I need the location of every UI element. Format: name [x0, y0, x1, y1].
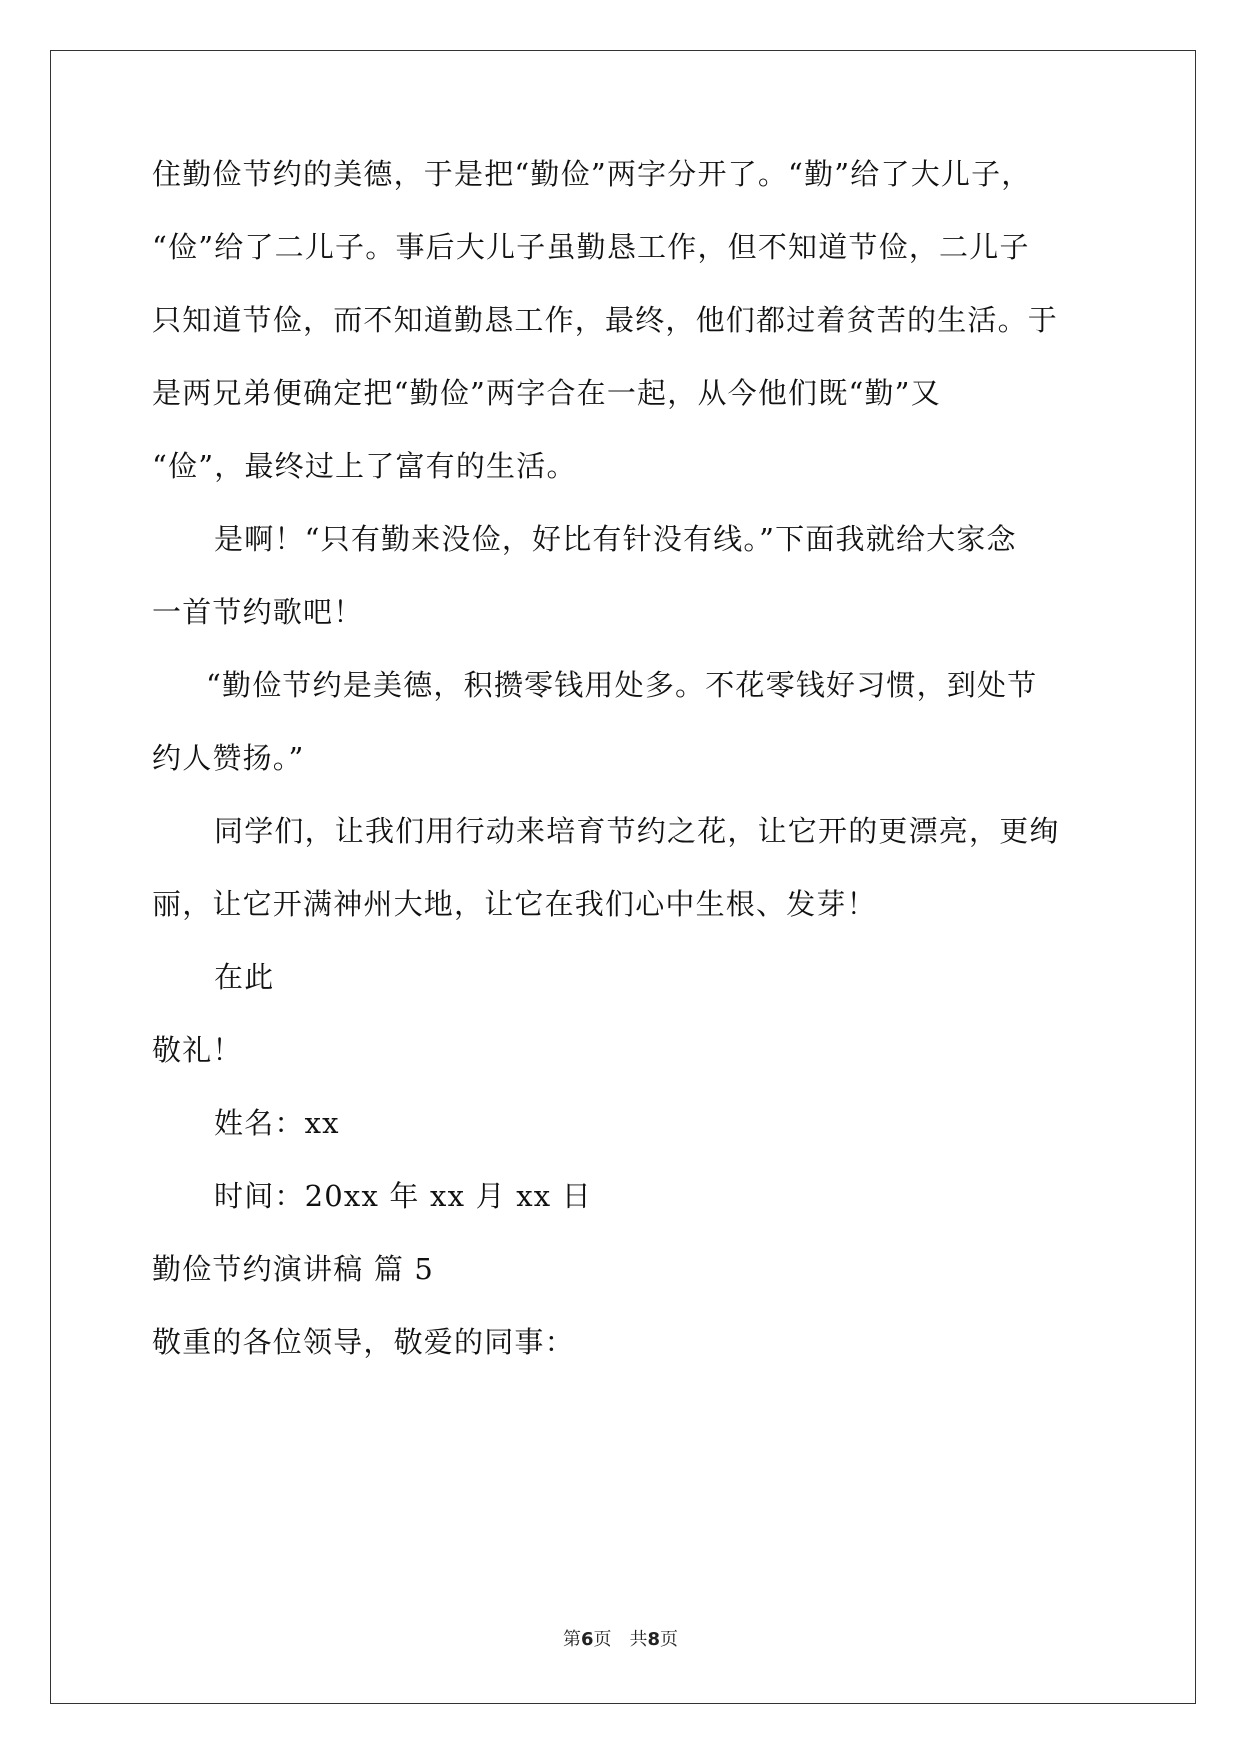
signature-date: 时间：20xx 年 xx 月 xx 日: [214, 1179, 592, 1213]
paragraph-line: 同学们，让我们用行动来培育节约之花，让它开的更漂亮，更绚: [214, 814, 1060, 848]
page-footer: [0, 1628, 1241, 1652]
paragraph-line: 一首节约歌吧！: [152, 595, 364, 629]
footer-prefix: 第: [562, 1629, 581, 1650]
paragraph-line: “俭”给了二儿子。事后大儿子虽勤恳工作，但不知道节俭，二儿子: [152, 230, 1030, 264]
paragraph-line: 丽，让它开满神州大地，让它在我们心中生根、发芽！: [152, 887, 877, 921]
greeting-line: 敬重的各位领导，敬爱的同事：: [152, 1325, 575, 1359]
total-page-number: 8: [647, 1629, 661, 1650]
paragraph-line: 住勤俭节约的美德，于是把“勤俭”两字分开了。“勤”给了大儿子，: [152, 157, 1032, 191]
page-border: [50, 50, 1196, 1704]
paragraph-line: 是啊！“只有勤来没俭，好比有针没有线。”下面我就给大家念: [214, 522, 1017, 556]
footer-mid: 页 共: [593, 1629, 648, 1650]
salutation: 敬礼！: [152, 1033, 243, 1067]
paragraph-line: 只知道节俭，而不知道勤恳工作，最终，他们都过着贫苦的生活。于: [152, 303, 1059, 337]
footer-suffix: 页: [660, 1629, 679, 1650]
paragraph-line: 约人赞扬。”: [152, 741, 305, 775]
paragraph-line: “勤俭节约是美德，积攒零钱用处多。不花零钱好习惯，到处节: [206, 668, 1038, 702]
section-heading: 勤俭节约演讲稿 篇 5: [152, 1252, 435, 1286]
closing-phrase: 在此: [214, 960, 275, 994]
paragraph-line: 是两兄弟便确定把“勤俭”两字合在一起，从今他们既“勤”又: [152, 376, 941, 410]
current-page-number: 6: [580, 1629, 594, 1650]
paragraph-line: “俭”，最终过上了富有的生活。: [152, 449, 577, 483]
signature-name: 姓名：xx: [214, 1106, 340, 1140]
